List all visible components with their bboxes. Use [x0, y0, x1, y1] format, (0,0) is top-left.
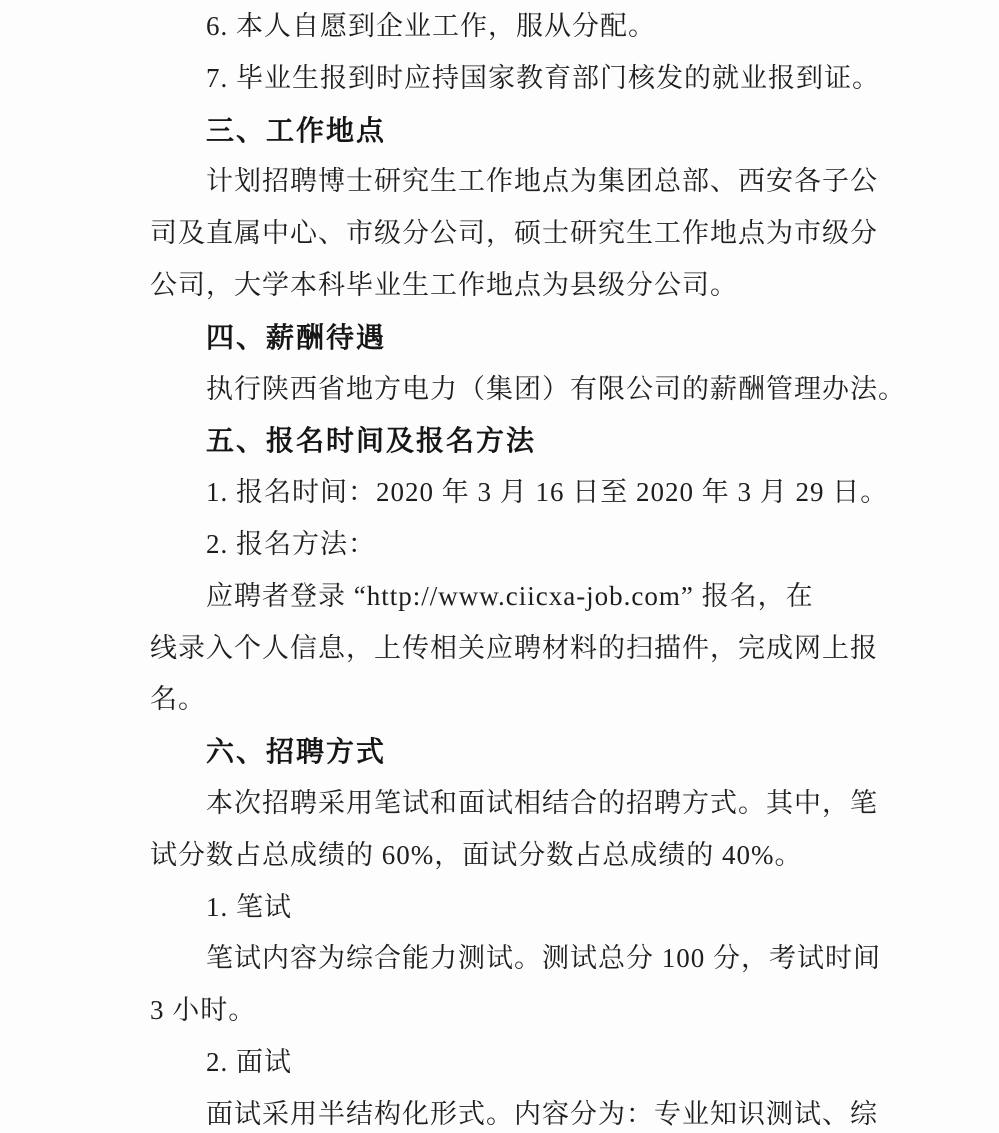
section-heading: 五、报名时间及报名方法	[206, 425, 537, 457]
document-line: 名。	[150, 684, 206, 715]
document-line: 1. 笔试	[206, 891, 292, 922]
document-line: 2. 报名方法：	[206, 528, 376, 559]
document-line: 应聘者登录 “http://www.ciicxa-job.com” 报名，在	[206, 580, 814, 611]
document-line: 计划招聘博士研究生工作地点为集团总部、西安各子公	[206, 166, 878, 197]
document-body	[150, 1, 906, 1133]
document-line: 1. 报名时间：2020 年 3 月 16 日至 2020 年 3 月 29 日。	[206, 477, 889, 508]
section-heading: 六、招聘方式	[206, 736, 387, 768]
document-line: 3 小时。	[150, 995, 257, 1026]
section-heading: 四、薪酬待遇	[206, 321, 387, 353]
section-heading: 三、工作地点	[206, 114, 387, 146]
document-line: 本次招聘采用笔试和面试相结合的招聘方式。其中，笔	[206, 787, 878, 818]
document-line: 面试采用半结构化形式。内容分为：专业知识测试、综	[206, 1098, 878, 1129]
document-line: 7. 毕业生报到时应持国家教育部门核发的就业报到证。	[206, 62, 880, 93]
document-line: 线录入个人信息，上传相关应聘材料的扫描件，完成网上报	[150, 632, 878, 663]
document-line: 公司，大学本科毕业生工作地点为县级分公司。	[150, 269, 738, 300]
document-line: 司及直属中心、市级分公司，硕士研究生工作地点为市级分	[150, 218, 878, 249]
document-line: 试分数占总成绩的 60%，面试分数占总成绩的 40%。	[150, 839, 803, 870]
document-line: 2. 面试	[206, 1046, 292, 1077]
document-line: 笔试内容为综合能力测试。测试总分 100 分，考试时间	[206, 943, 881, 974]
document-line: 执行陕西省地方电力（集团）有限公司的薪酬管理办法。	[206, 373, 906, 404]
document-line: 6. 本人自愿到企业工作，服从分配。	[206, 11, 656, 41]
